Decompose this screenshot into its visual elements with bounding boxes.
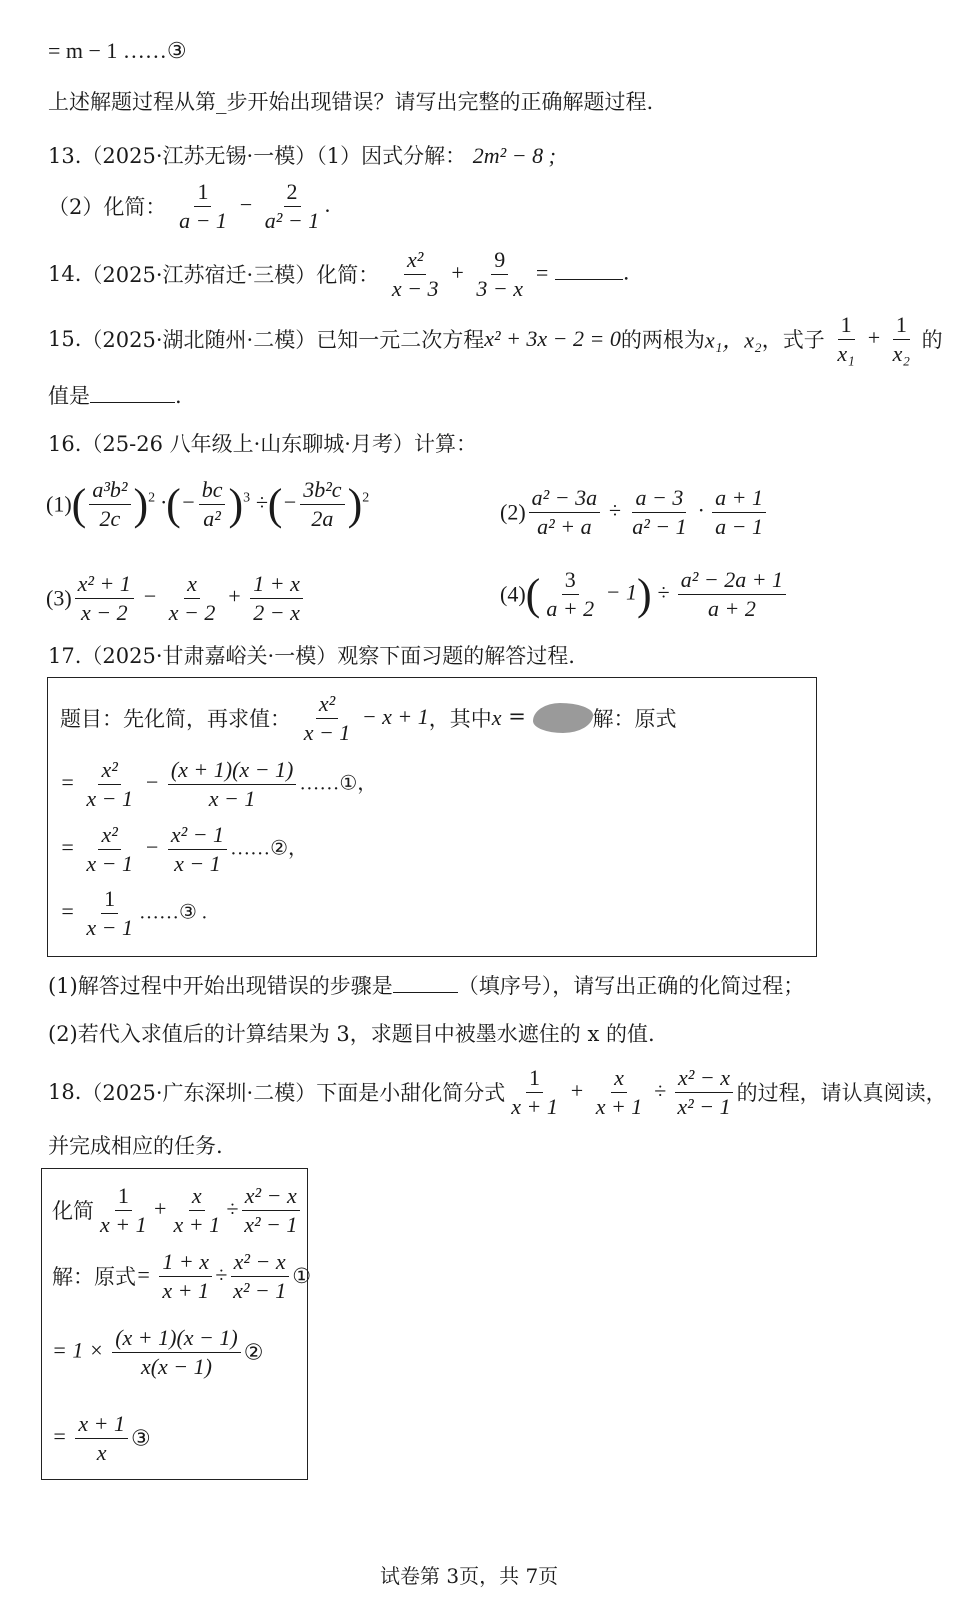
- page-footer: 试卷第 3页，共 7页: [380, 1564, 559, 1588]
- previous-step-line: = m − 1 ……③: [48, 38, 187, 63]
- q18-box-simplify: 化简 $\frac{1}{x + 1}$ + $\frac{x}{x + 1}$ ÷ $\frac{\text{x² − x}}{\text{x² − 1}}$: [52, 1184, 303, 1237]
- q16-part1: (1)( $\frac{\text{a³b²}}{2c}$ )$^2$ ·(− $\frac{bc}{\text{a²}}$ )$^3$ ÷(− $\frac{\text{3b²c}}{2a}$ )$^2$: [46, 477, 370, 532]
- q13-source: （2025·江苏无锡·一模）: [81, 144, 317, 168]
- q16-part4: (4)( $\frac{3}{a + 2}$ − 1) ÷ $\frac{\text{a² − 2a + 1}}{a + 2}$: [500, 568, 789, 621]
- q18-box-step3: = $\frac{x + 1}{x}$ ③: [52, 1411, 151, 1466]
- q16-part3: (3) $\frac{\text{x² + 1}}{x - 2}$ − $\frac{x}{x - 2}$ + $\frac{1 + x}{2 - x}$: [46, 572, 306, 625]
- q17-sub2: (2)若代入求值后的计算结果为 3，求题目中被墨水遮住的 x 的值.: [48, 1022, 655, 1046]
- q13-part2-label: （2）化简：: [48, 195, 167, 220]
- q15-answer-blank[interactable]: [90, 402, 175, 403]
- intro-question: 上述解题过程从第_步开始出现错误？请写出完整的正确解题过程.: [48, 90, 654, 114]
- ink-blot: [533, 703, 593, 733]
- q14-number: 14.: [48, 262, 82, 287]
- q17-sub1: (1)解答过程中开始出现错误的步骤是 （填序号），请写出正确的化简过程；: [48, 974, 805, 998]
- q13-part1-expr: 2m² − 8 ;: [472, 143, 556, 168]
- q18-line2: 并完成相应的任务.: [48, 1134, 223, 1158]
- q14-line: 14.（2025·江苏宿迁·三模）化简： $\frac{\text{x²}}{x - 3}$ + $\frac{9}{3 - x}$ = .: [48, 247, 630, 302]
- q17-step1: = $\frac{\text{x²}}{x - 1}$ − $\frac{(x + 1)(x - 1)}{x - 1}$ ……①，: [60, 757, 378, 812]
- q17-step3: = $\frac{1}{x - 1}$ ……③ .: [60, 886, 207, 941]
- q17-header: 17.（2025·甘肃嘉峪关·一模）观察下面习题的解答过程.: [48, 644, 575, 668]
- q16-header: 16.（25-26 八年级上·山东聊城·月考）计算：: [48, 432, 477, 456]
- q14-answer-blank[interactable]: [555, 279, 623, 280]
- q18-box-step1: 解：原式= $\frac{1 + x}{x + 1}$ ÷ $\frac{\text{x² − x}}{\text{x² − 1}}$ ①: [52, 1249, 312, 1304]
- q17-box-title: 题目：先化简，再求值： $\frac{\text{x²}}{x - 1}$ − x + 1，其中x = 解：原式: [60, 691, 677, 746]
- q18-line1: 18.（2025·广东深圳·二模）下面是小甜化简分式 $\frac{1}{x + 1}$ + $\frac{x}{x + 1}$ ÷ $\frac{\text{x² − x}}{\text{x² − 1}}$ 的过程，请认真阅读，: [48, 1065, 947, 1120]
- q18-box-step2: = 1 × $\frac{(x + 1)(x - 1)}{x(x - 1)}$ ②: [52, 1325, 264, 1380]
- q13-line1: [48, 140, 556, 170]
- q16-part2: (2) $\frac{\text{a² − 3a}}{\text{a² + a}}$ ÷ $\frac{a - 3}{\text{a² − 1}}$ · $\frac{a + 1}{a - 1}$: [500, 486, 769, 539]
- q17-step-blank[interactable]: [393, 992, 458, 993]
- q17-step2: = $\frac{\text{x²}}{x - 1}$ − $\frac{\text{x² − 1}}{x - 1}$ ……②，: [60, 822, 308, 877]
- q13-part1-label: （1）因式分解：: [316, 144, 467, 168]
- q14-label: 化简：: [316, 263, 380, 288]
- q14-source: （2025·江苏宿迁·三模）: [81, 263, 317, 288]
- q13-number: 13.: [48, 144, 82, 168]
- q15-line1: 15.（2025·湖北随州·二模）已知一元二次方程x² + 3x − 2 = 0的两根为x₁，x₂，式子 $\frac{1}{\text{x₁}}$ + $\frac{1}{\text{x₂}}$ 的: [48, 312, 943, 367]
- q15-line2: 值是 .: [48, 384, 182, 408]
- q13-line2: （2）化简： $\frac{1}{a - 1}$ − $\frac{2}{\text{a² − 1}}$ .: [48, 179, 331, 234]
